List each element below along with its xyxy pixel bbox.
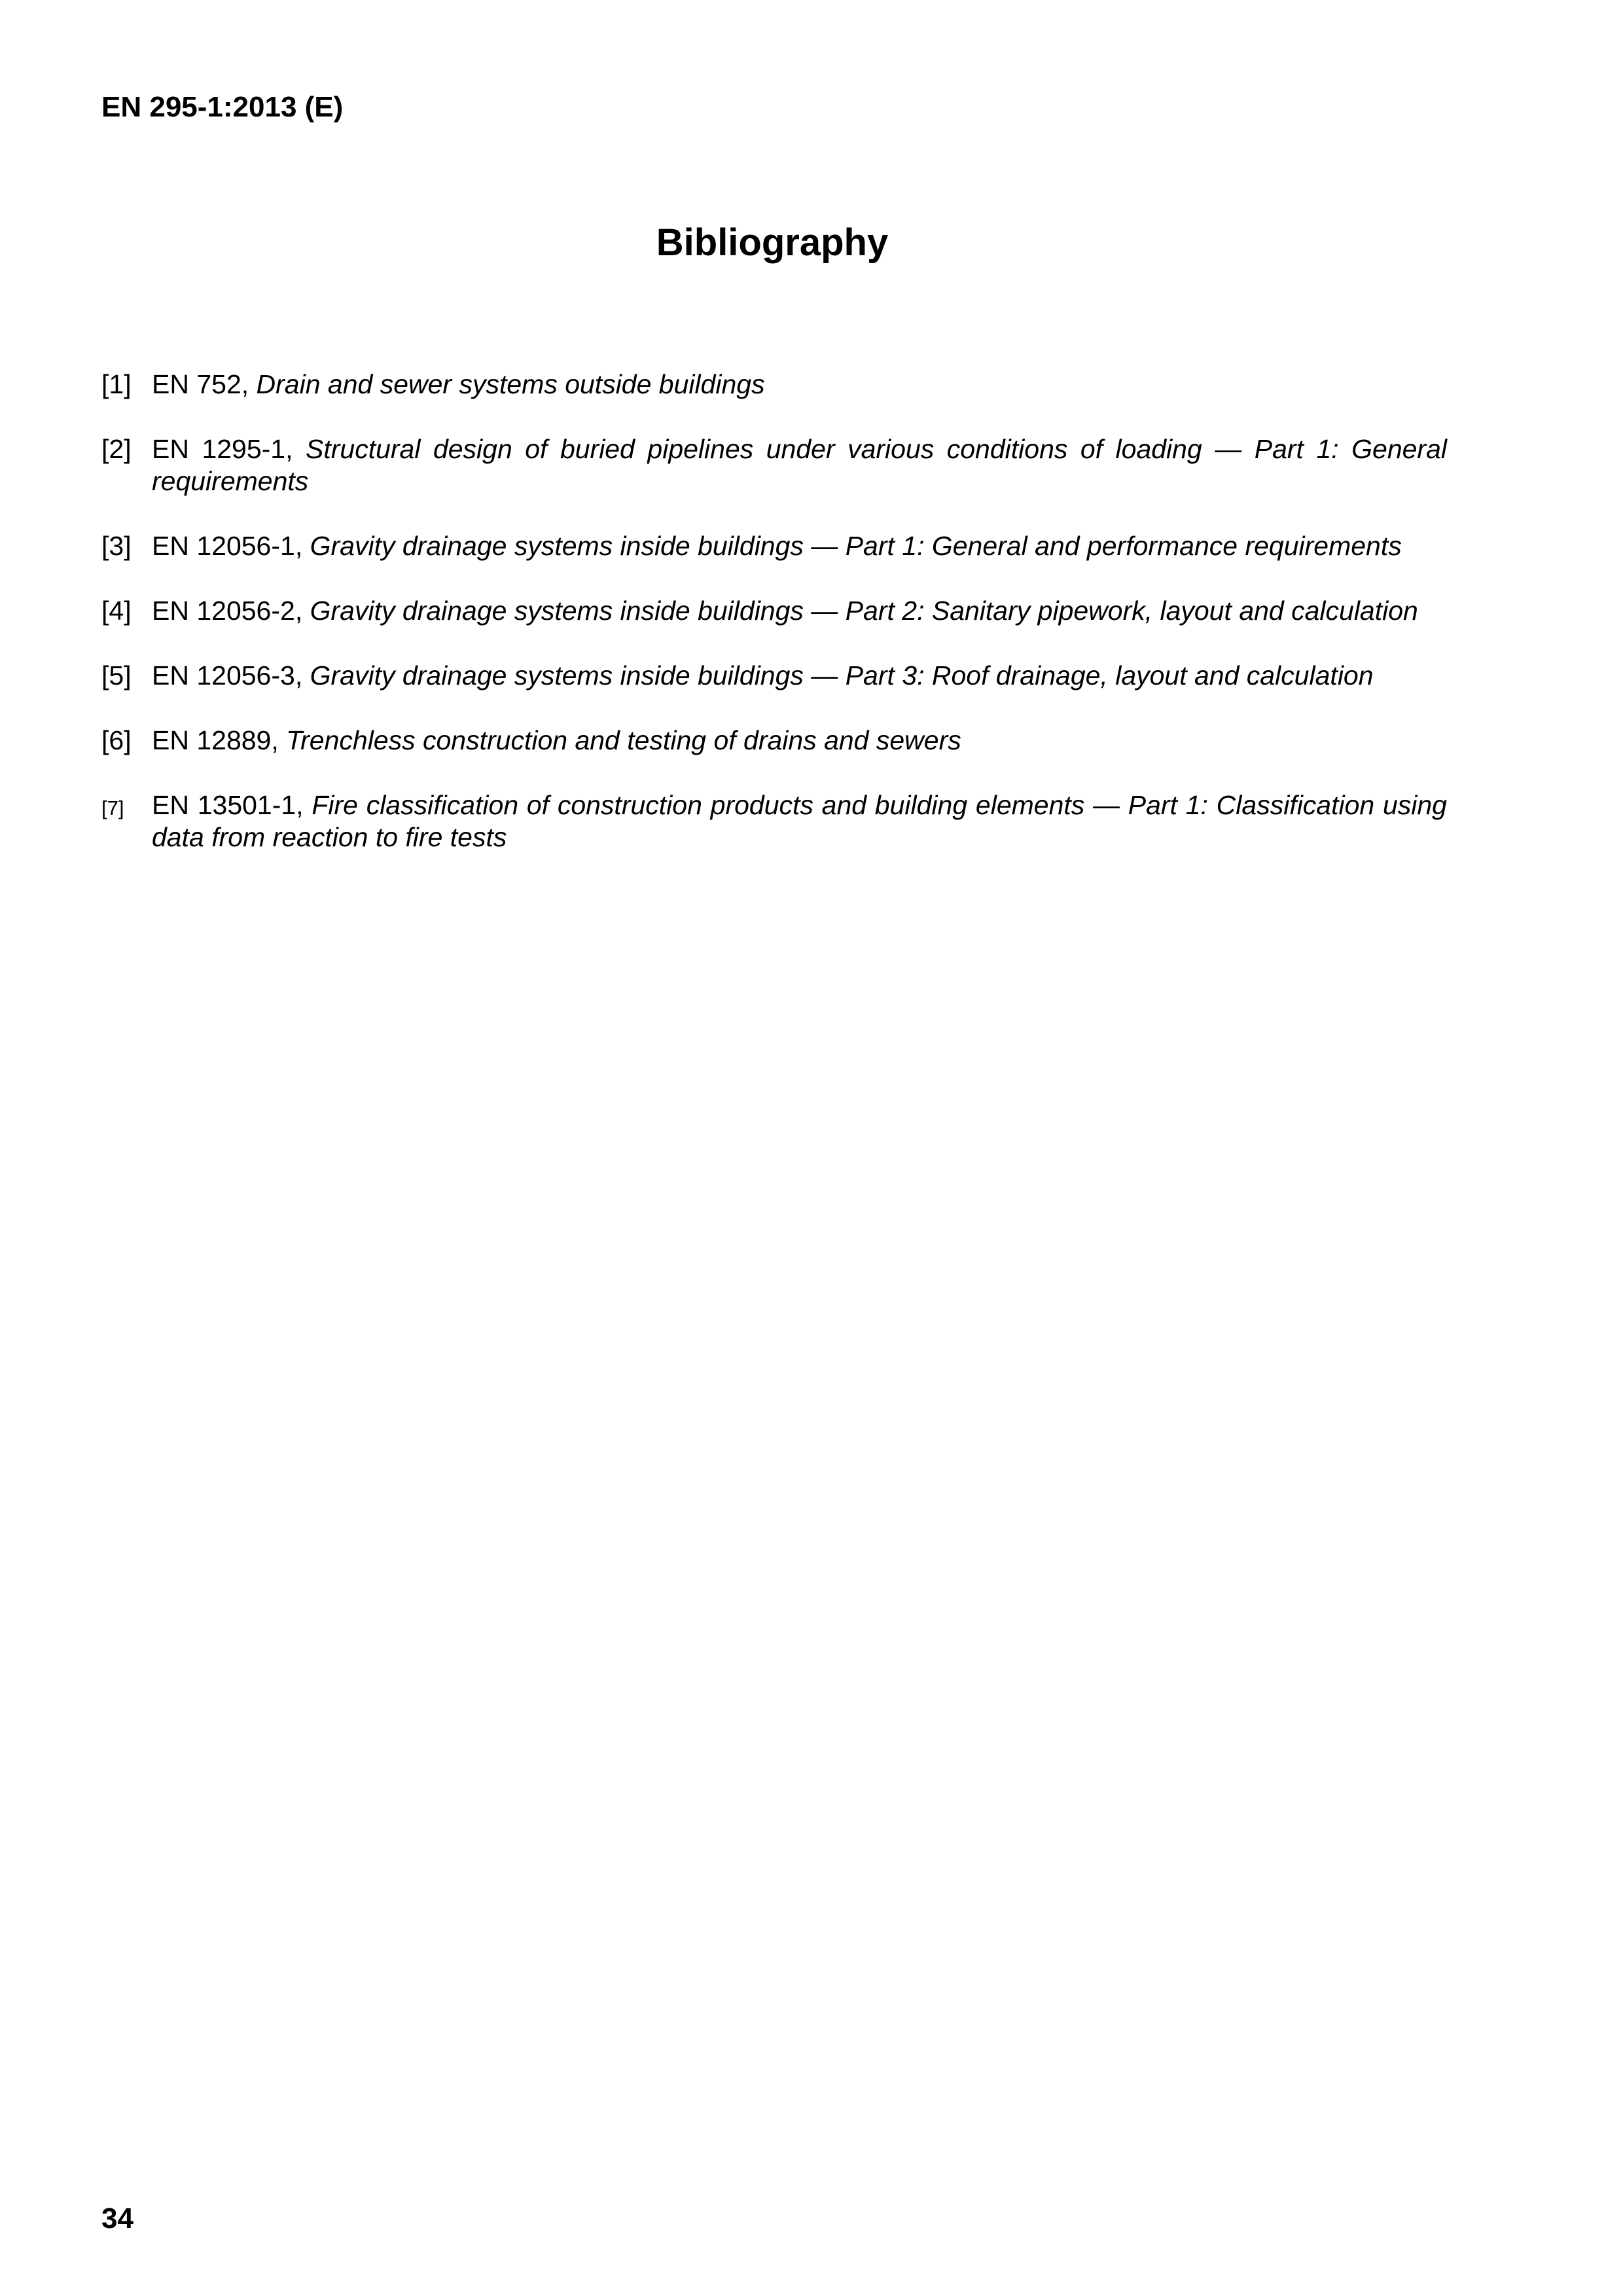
reference-number: [2]: [101, 434, 132, 464]
reference-title: Structural design of buried pipelines under various conditions of loading — Part 1: General requirements: [152, 434, 1447, 496]
reference-number: [7]: [101, 797, 124, 819]
reference-title: Drain and sewer systems outside buildings: [256, 369, 765, 399]
reference-item: [101, 789, 1447, 853]
reference-item: [101, 433, 1447, 497]
document-id: EN 295-1:2013 (E): [101, 91, 344, 123]
reference-code: EN 12056-2,: [152, 596, 310, 626]
reference-code: EN 752,: [152, 369, 257, 399]
reference-number: [5]: [101, 660, 132, 691]
page-title: Bibliography: [656, 221, 889, 264]
reference-code: EN 12056-1,: [152, 531, 310, 561]
reference-number: [3]: [101, 531, 132, 561]
bibliography-list: [101, 368, 1447, 886]
reference-code: EN 13501-1,: [152, 790, 312, 820]
reference-number: [1]: [101, 369, 132, 399]
reference-number: [6]: [101, 725, 132, 755]
reference-title: Trenchless construction and testing of drains and sewers: [286, 725, 961, 755]
reference-code: EN 1295-1,: [152, 434, 306, 464]
reference-item: [101, 530, 1447, 562]
reference-title: Gravity drainage systems inside buildings — Part 3: Roof drainage, layout and calculation: [310, 660, 1374, 691]
reference-item: [101, 368, 1447, 401]
reference-item: [101, 725, 1447, 757]
reference-code: EN 12056-3,: [152, 660, 310, 691]
reference-title: Gravity drainage systems inside buildings — Part 2: Sanitary pipework, layout and calculation: [310, 596, 1418, 626]
reference-item: [101, 595, 1447, 627]
reference-title: Gravity drainage systems inside buildings — Part 1: General and performance requirements: [310, 531, 1402, 561]
reference-title: Fire classification of construction products and building elements — Part 1: Classification using data from reaction to fire tests: [152, 790, 1447, 852]
reference-item: [101, 660, 1447, 692]
reference-number: [4]: [101, 596, 132, 626]
reference-code: EN 12889,: [152, 725, 287, 755]
page-number: 34: [101, 2202, 134, 2234]
